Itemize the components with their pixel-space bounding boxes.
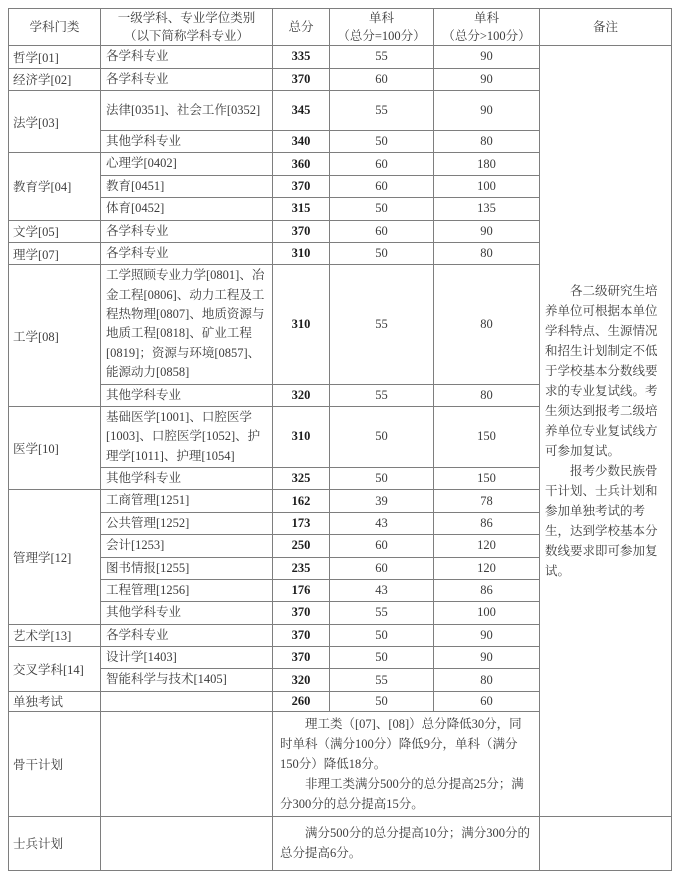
single-150-cell: 135: [434, 198, 540, 220]
major-cell: 其他学科专业: [101, 602, 273, 624]
single-100-cell: 50: [330, 242, 434, 264]
single-150-cell: 80: [434, 131, 540, 153]
single-100-cell: 60: [330, 68, 434, 90]
single-150-cell: 90: [434, 91, 540, 131]
single-150-cell: 86: [434, 512, 540, 534]
single-100-cell: 50: [330, 647, 434, 669]
major-cell: 教育[0451]: [101, 175, 273, 197]
total-score-cell: 340: [273, 131, 330, 153]
single-150-cell: 120: [434, 557, 540, 579]
category-cell: 教育学[04]: [9, 153, 101, 220]
major-cell: 各学科专业: [101, 242, 273, 264]
single-150-cell: 80: [434, 669, 540, 691]
single-150-cell: 60: [434, 691, 540, 711]
remark-paragraph-1: 各二级研究生培养单位可根据本单位学科特点、生源情况和招生计划制定不低于学校基本分数线要求的专业复试线。考生须达到报考二级培养单位专业复试线方可参加复试。: [545, 284, 658, 458]
header-single-100-line2: （总分=100分）: [337, 29, 426, 44]
single-150-cell: 90: [434, 624, 540, 646]
category-cell: 理学[07]: [9, 242, 101, 264]
total-score-cell: 370: [273, 220, 330, 242]
header-major-line1: 一级学科、专业学位类别: [117, 11, 256, 25]
total-score-cell: 360: [273, 153, 330, 175]
header-row: [9, 9, 672, 46]
total-score-cell: 310: [273, 406, 330, 467]
category-cell: 医学[10]: [9, 406, 101, 490]
header-single-100-line1: 单科: [368, 11, 394, 25]
header-single-100: [330, 9, 434, 46]
major-cell: 会计[1253]: [101, 535, 273, 557]
major-cell: 各学科专业: [101, 624, 273, 646]
total-score-cell: 335: [273, 46, 330, 68]
single-100-cell: 50: [330, 198, 434, 220]
total-score-cell: 235: [273, 557, 330, 579]
single-100-cell: 55: [330, 669, 434, 691]
major-cell: 各学科专业: [101, 220, 273, 242]
single-150-cell: 180: [434, 153, 540, 175]
total-score-cell: 370: [273, 68, 330, 90]
single-100-cell: 60: [330, 220, 434, 242]
total-score-cell: 250: [273, 535, 330, 557]
category-cell: 文学[05]: [9, 220, 101, 242]
policy-note-cell: [273, 816, 540, 870]
table-row: [9, 46, 672, 68]
category-cell: 单独考试: [9, 691, 101, 711]
category-cell: 哲学[01]: [9, 46, 101, 68]
major-cell: 基础医学[1001]、口腔医学[1003]、口腔医学[1052]、护理学[1011]、护理[1054]: [101, 406, 273, 467]
total-score-cell: 315: [273, 198, 330, 220]
major-cell: 各学科专业: [101, 46, 273, 68]
major-cell: [101, 711, 273, 816]
major-cell: [101, 816, 273, 870]
remark-paragraph-2: 报考少数民族骨干计划、士兵计划和参加单独考试的考生，达到学校基本分数线要求即可参加复试。: [545, 464, 658, 578]
total-score-cell: 176: [273, 579, 330, 601]
major-cell: 公共管理[1252]: [101, 512, 273, 534]
single-100-cell: 60: [330, 535, 434, 557]
single-150-cell: 100: [434, 175, 540, 197]
single-150-cell: 120: [434, 535, 540, 557]
single-150-cell: 80: [434, 384, 540, 406]
total-score-cell: 162: [273, 490, 330, 512]
single-100-cell: 50: [330, 406, 434, 467]
single-100-cell: 50: [330, 691, 434, 711]
category-cell: 艺术学[13]: [9, 624, 101, 646]
policy-note-paragraph-1: 理工类（[07]、[08]）总分降低30分，同时单科（满分100分）降低9分，单科（满分150分）降低18分。: [280, 716, 522, 771]
total-score-cell: 173: [273, 512, 330, 534]
major-cell: 工商管理[1251]: [101, 490, 273, 512]
single-150-cell: 80: [434, 242, 540, 264]
header-major-line2: （以下简称学科专业）: [123, 29, 249, 44]
header-category: 学科门类: [9, 9, 101, 46]
single-100-cell: 39: [330, 490, 434, 512]
policy-note-paragraph-2: 非理工类满分500分的总分提高25分；满分300分的总分提高15分。: [280, 776, 524, 811]
single-150-cell: 86: [434, 579, 540, 601]
single-150-cell: 90: [434, 647, 540, 669]
single-150-cell: 90: [434, 46, 540, 68]
total-score-cell: 310: [273, 242, 330, 264]
major-cell: [101, 691, 273, 711]
single-100-cell: 50: [330, 624, 434, 646]
major-cell: 体育[0452]: [101, 198, 273, 220]
single-100-cell: 55: [330, 46, 434, 68]
major-cell: 设计学[1403]: [101, 647, 273, 669]
major-cell: 其他学科专业: [101, 384, 273, 406]
header-total: 总分: [273, 9, 330, 46]
major-cell: 其他学科专业: [101, 131, 273, 153]
single-100-cell: 43: [330, 579, 434, 601]
total-score-cell: 370: [273, 624, 330, 646]
total-score-cell: 370: [273, 602, 330, 624]
major-cell: 智能科学与技术[1405]: [101, 669, 273, 691]
single-100-cell: 55: [330, 602, 434, 624]
major-cell: 心理学[0402]: [101, 153, 273, 175]
header-single-150-line2: （总分>100分）: [442, 29, 531, 44]
single-150-cell: 100: [434, 602, 540, 624]
category-cell: 交叉学科[14]: [9, 647, 101, 692]
category-cell: 法学[03]: [9, 91, 101, 153]
major-cell: 图书情报[1255]: [101, 557, 273, 579]
remark-cell-empty: [540, 816, 672, 870]
total-score-cell: 310: [273, 265, 330, 384]
policy-note-paragraph: 满分500分的总分提高10分；满分300分的总分提高6分。: [280, 826, 531, 861]
single-150-cell: 78: [434, 490, 540, 512]
category-cell: 管理学[12]: [9, 490, 101, 624]
header-single-150: [434, 9, 540, 46]
major-cell: 工程管理[1256]: [101, 579, 273, 601]
table-row: [9, 816, 672, 870]
single-100-cell: 50: [330, 131, 434, 153]
single-150-cell: 150: [434, 406, 540, 467]
category-cell: 工学[08]: [9, 265, 101, 407]
single-100-cell: 43: [330, 512, 434, 534]
single-100-cell: 55: [330, 384, 434, 406]
total-score-cell: 320: [273, 669, 330, 691]
single-100-cell: 55: [330, 91, 434, 131]
major-cell: 各学科专业: [101, 68, 273, 90]
total-score-cell: 325: [273, 468, 330, 490]
remark-cell: [540, 46, 672, 817]
total-score-cell: 260: [273, 691, 330, 711]
single-100-cell: 60: [330, 153, 434, 175]
single-100-cell: 60: [330, 175, 434, 197]
total-score-cell: 320: [273, 384, 330, 406]
total-score-cell: 370: [273, 647, 330, 669]
total-score-cell: 345: [273, 91, 330, 131]
header-single-150-line1: 单科: [473, 11, 499, 25]
single-150-cell: 80: [434, 265, 540, 384]
policy-note-cell: [273, 711, 540, 816]
total-score-cell: 370: [273, 175, 330, 197]
single-150-cell: 90: [434, 68, 540, 90]
header-remark: 备注: [540, 9, 672, 46]
category-cell: 士兵计划: [9, 816, 101, 870]
major-cell: 工学照顾专业力学[0801]、冶金工程[0806]、动力工程及工程热物理[0807]、地质资源与地质工程[0818]、矿业工程[0819]；资源与环境[0857]、能源动力[0858]: [101, 265, 273, 384]
score-line-table: [8, 8, 672, 871]
single-150-cell: 150: [434, 468, 540, 490]
major-cell: 其他学科专业: [101, 468, 273, 490]
single-100-cell: 50: [330, 468, 434, 490]
category-cell: 骨干计划: [9, 711, 101, 816]
major-cell: 法律[0351]、社会工作[0352]: [101, 91, 273, 131]
single-100-cell: 60: [330, 557, 434, 579]
single-150-cell: 90: [434, 220, 540, 242]
category-cell: 经济学[02]: [9, 68, 101, 90]
single-100-cell: 55: [330, 265, 434, 384]
header-major: [101, 9, 273, 46]
